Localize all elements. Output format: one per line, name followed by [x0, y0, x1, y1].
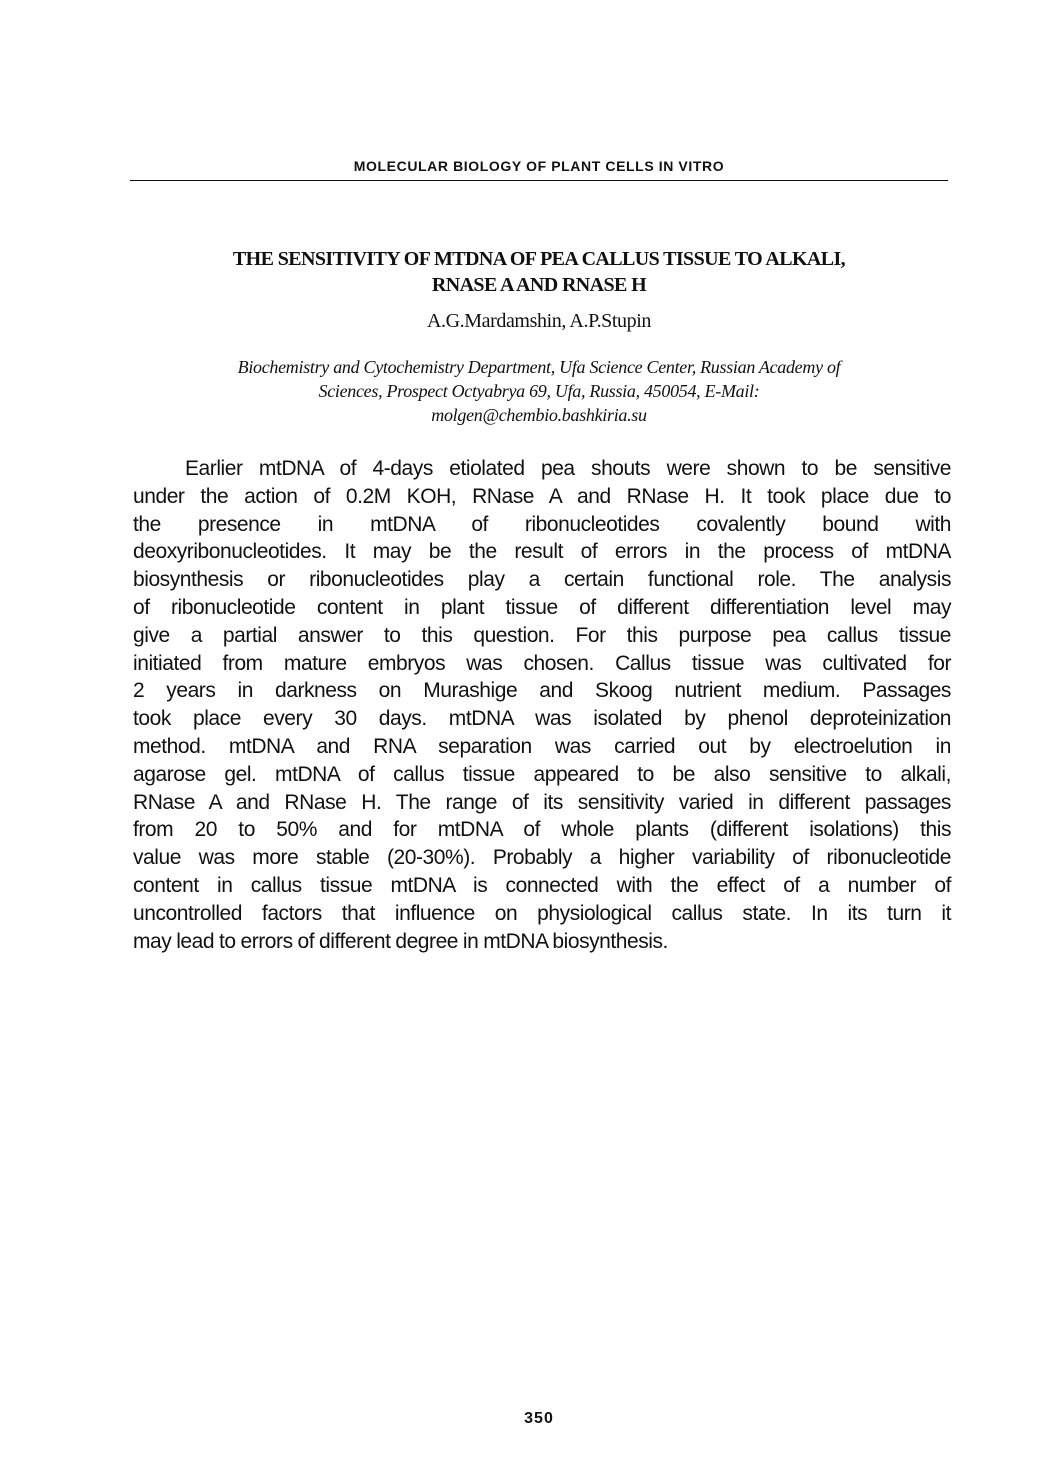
abstract-line: 2 years in darkness on Murashige and Skoog nutrient medium. Passages: [133, 679, 951, 703]
title-line: RNASE A AND RNASE H: [431, 274, 647, 296]
abstract-line: may lead to errors of different degree in mtDNA biosynthesis.: [133, 929, 668, 953]
abstract-line: value was more stable (20-30%). Probably a higher variability of ribonucleotide: [133, 846, 951, 870]
affiliation-line: Sciences, Prospect Octyabrya 69, Ufa, Russia, 450054, E-Mail:: [318, 381, 760, 401]
abstract-line: deoxyribonucleotides. It may be the result of errors in the process of mtDNA: [133, 540, 951, 564]
abstract-line: of ribonucleotide content in plant tissue of different differentiation level may: [133, 595, 951, 619]
abstract-line: Earlier mtDNA of 4-days etiolated pea shouts were shown to be sensitive: [185, 457, 951, 480]
header-rule: [130, 180, 948, 181]
affiliation-line: Biochemistry and Cytochemistry Department, Ufa Science Center, Russian Academy of: [237, 357, 841, 377]
abstract-line: the presence in mtDNA of ribonucleotides covalently bound with: [133, 512, 951, 536]
paper-title: [130, 246, 948, 298]
abstract-line: biosynthesis or ribonucleotides play a certain functional role. The analysis: [133, 568, 951, 592]
running-header: MOLECULAR BIOLOGY OF PLANT CELLS IN VITRO: [353, 158, 725, 174]
abstract-body: [133, 455, 951, 955]
abstract-line: uncontrolled factors that influence on physiological callus state. In its turn it: [133, 901, 951, 925]
authors: A.G.Mardamshin, A.P.Stupin: [426, 310, 652, 332]
abstract-line: took place every 30 days. mtDNA was isolated by phenol deproteinization: [133, 707, 951, 731]
abstract-line: under the action of 0.2M KOH, RNase A and RNase H. It took place due to: [133, 484, 951, 508]
affiliation-email: molgen@chembio.bashkiria.su: [431, 405, 647, 425]
abstract-line: agarose gel. mtDNA of callus tissue appeared to be also sensitive to alkali,: [133, 762, 951, 786]
affiliation: [130, 355, 948, 427]
abstract-line: give a partial answer to this question. For this purpose pea callus tissue: [133, 623, 951, 647]
abstract-line: method. mtDNA and RNA separation was carried out by electroelution in: [133, 734, 951, 758]
title-line: THE SENSITIVITY OF MTDNA OF PEA CALLUS TISSUE TO ALKALI,: [232, 248, 846, 270]
page-number: 350: [524, 1410, 554, 1427]
abstract-line: initiated from mature embryos was chosen. Callus tissue was cultivated for: [133, 651, 951, 675]
abstract-line: RNase A and RNase H. The range of its sensitivity varied in different passages: [133, 790, 951, 814]
abstract-line: from 20 to 50% and for mtDNA of whole plants (different isolations) this: [133, 818, 951, 842]
abstract-line: content in callus tissue mtDNA is connected with the effect of a number of: [133, 873, 951, 897]
